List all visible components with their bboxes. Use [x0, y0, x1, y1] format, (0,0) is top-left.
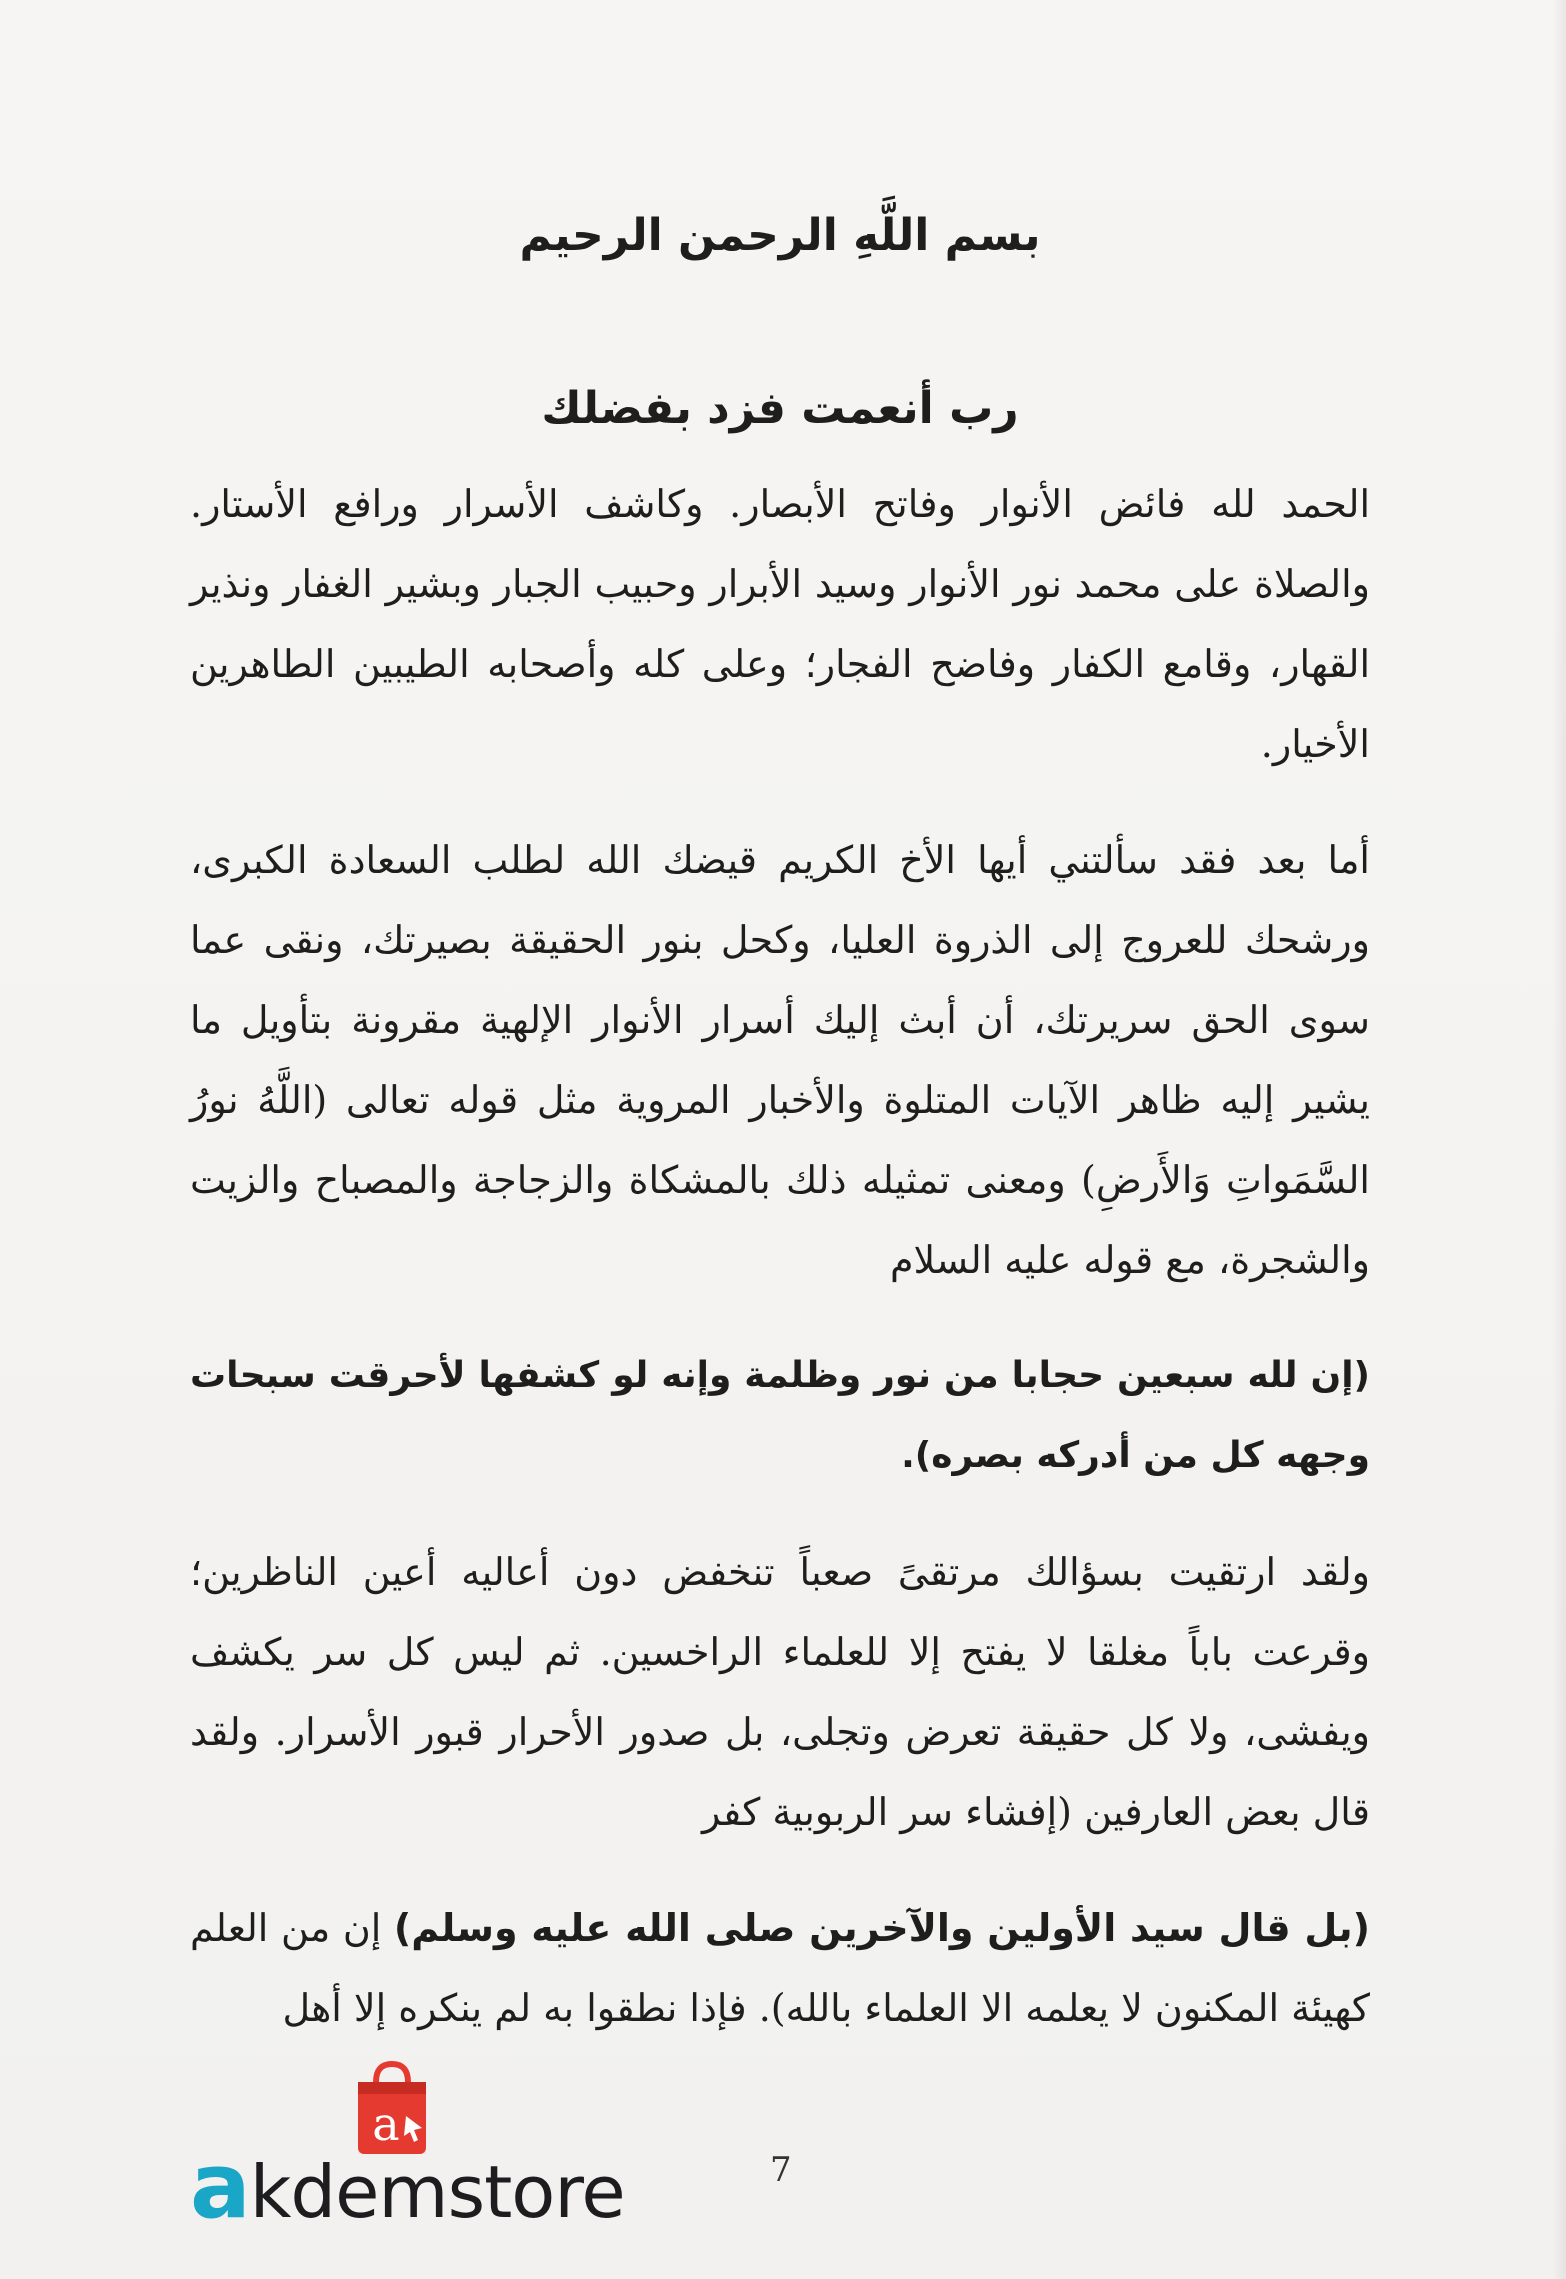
subtitle-heading: رب أنعمت فزد بفضلك — [541, 382, 1019, 434]
logo-wordmark — [190, 2134, 625, 2239]
page-content — [190, 210, 1370, 2084]
paragraph-knowledge-rest: إن من العلم كهيئة المكنون لا يعلمه الا العلماء بالله). فإذا نطقوا به لم ينكره إلا أهل — [190, 1905, 1370, 2030]
paragraph-knowledge — [190, 1888, 1370, 2048]
logo-wordmark-rest: kdemstore — [249, 2150, 625, 2234]
paragraph-hadith: (إن لله سبعين حجابا من نور وظلمة وإنه لو كشفها لأحرقت سبحات وجهه كل من أدركه بصره). — [190, 1354, 1370, 1476]
logo-letter-a: a — [190, 2134, 250, 2239]
shopping-bag-letter: a — [372, 2097, 400, 2151]
page-edge-shadow — [1552, 0, 1566, 2279]
akdemstore-logo — [190, 2050, 630, 2239]
page-number: 7 — [770, 2150, 792, 2190]
paragraph-question: أما بعد فقد سألتني أيها الأخ الكريم قيضك الله لطلب السعادة الكبرى، ورشحك للعروج إلى الذروة العليا، وكحل بنور الحقيقة بصيرتك، ونقى عما سوى الحق سريرتك، أن أبث إليك أسرار الأنوار الإلهية مقرونة بتأويل ما يشير إليه ظاهر الآيات المتلوة والأخبار المروية مثل قوله تعالى (اللَّهُ نورُ السَّمَواتِ وَالأَرضِ) ومعنى تمثيله ذلك بالمشكاة والزجاجة والمصباح والزيت والشجرة، مع قوله عليه السلام — [190, 837, 1370, 1282]
paragraph-knowledge-bold: (بل قال سيد الأولين والآخرين صلى الله عليه وسلم) — [393, 1905, 1370, 1950]
paragraph-praise: الحمد لله فائض الأنوار وفاتح الأبصار. وكاشف الأسرار ورافع الأستار. والصلاة على محمد نور الأنوار وسيد الأبرار وحبيب الجبار وبشير الغفار ونذير القهار، وقامع الكفار وفاضح الفجار؛ وعلى كله وأصحابه الطيبين الطاهرين الأخيار. — [190, 481, 1370, 766]
basmala-heading: بسم اللَّهِ الرحمن الرحيم — [519, 210, 1041, 261]
paragraph-secrets: ولقد ارتقيت بسؤالك مرتقىً صعباً تنخفض دون أعاليه أعين الناظرين؛ وقرعت باباً مغلقا لا يفتح إلا للعلماء الراخسين. ثم ليس كل سر يكشف ويفشى، ولا كل حقيقة تعرض وتجلى، بل صدور الأحرار قبور الأسرار. ولقد قال بعض العارفين (إفشاء سر الربوبية كفر — [190, 1549, 1370, 1834]
